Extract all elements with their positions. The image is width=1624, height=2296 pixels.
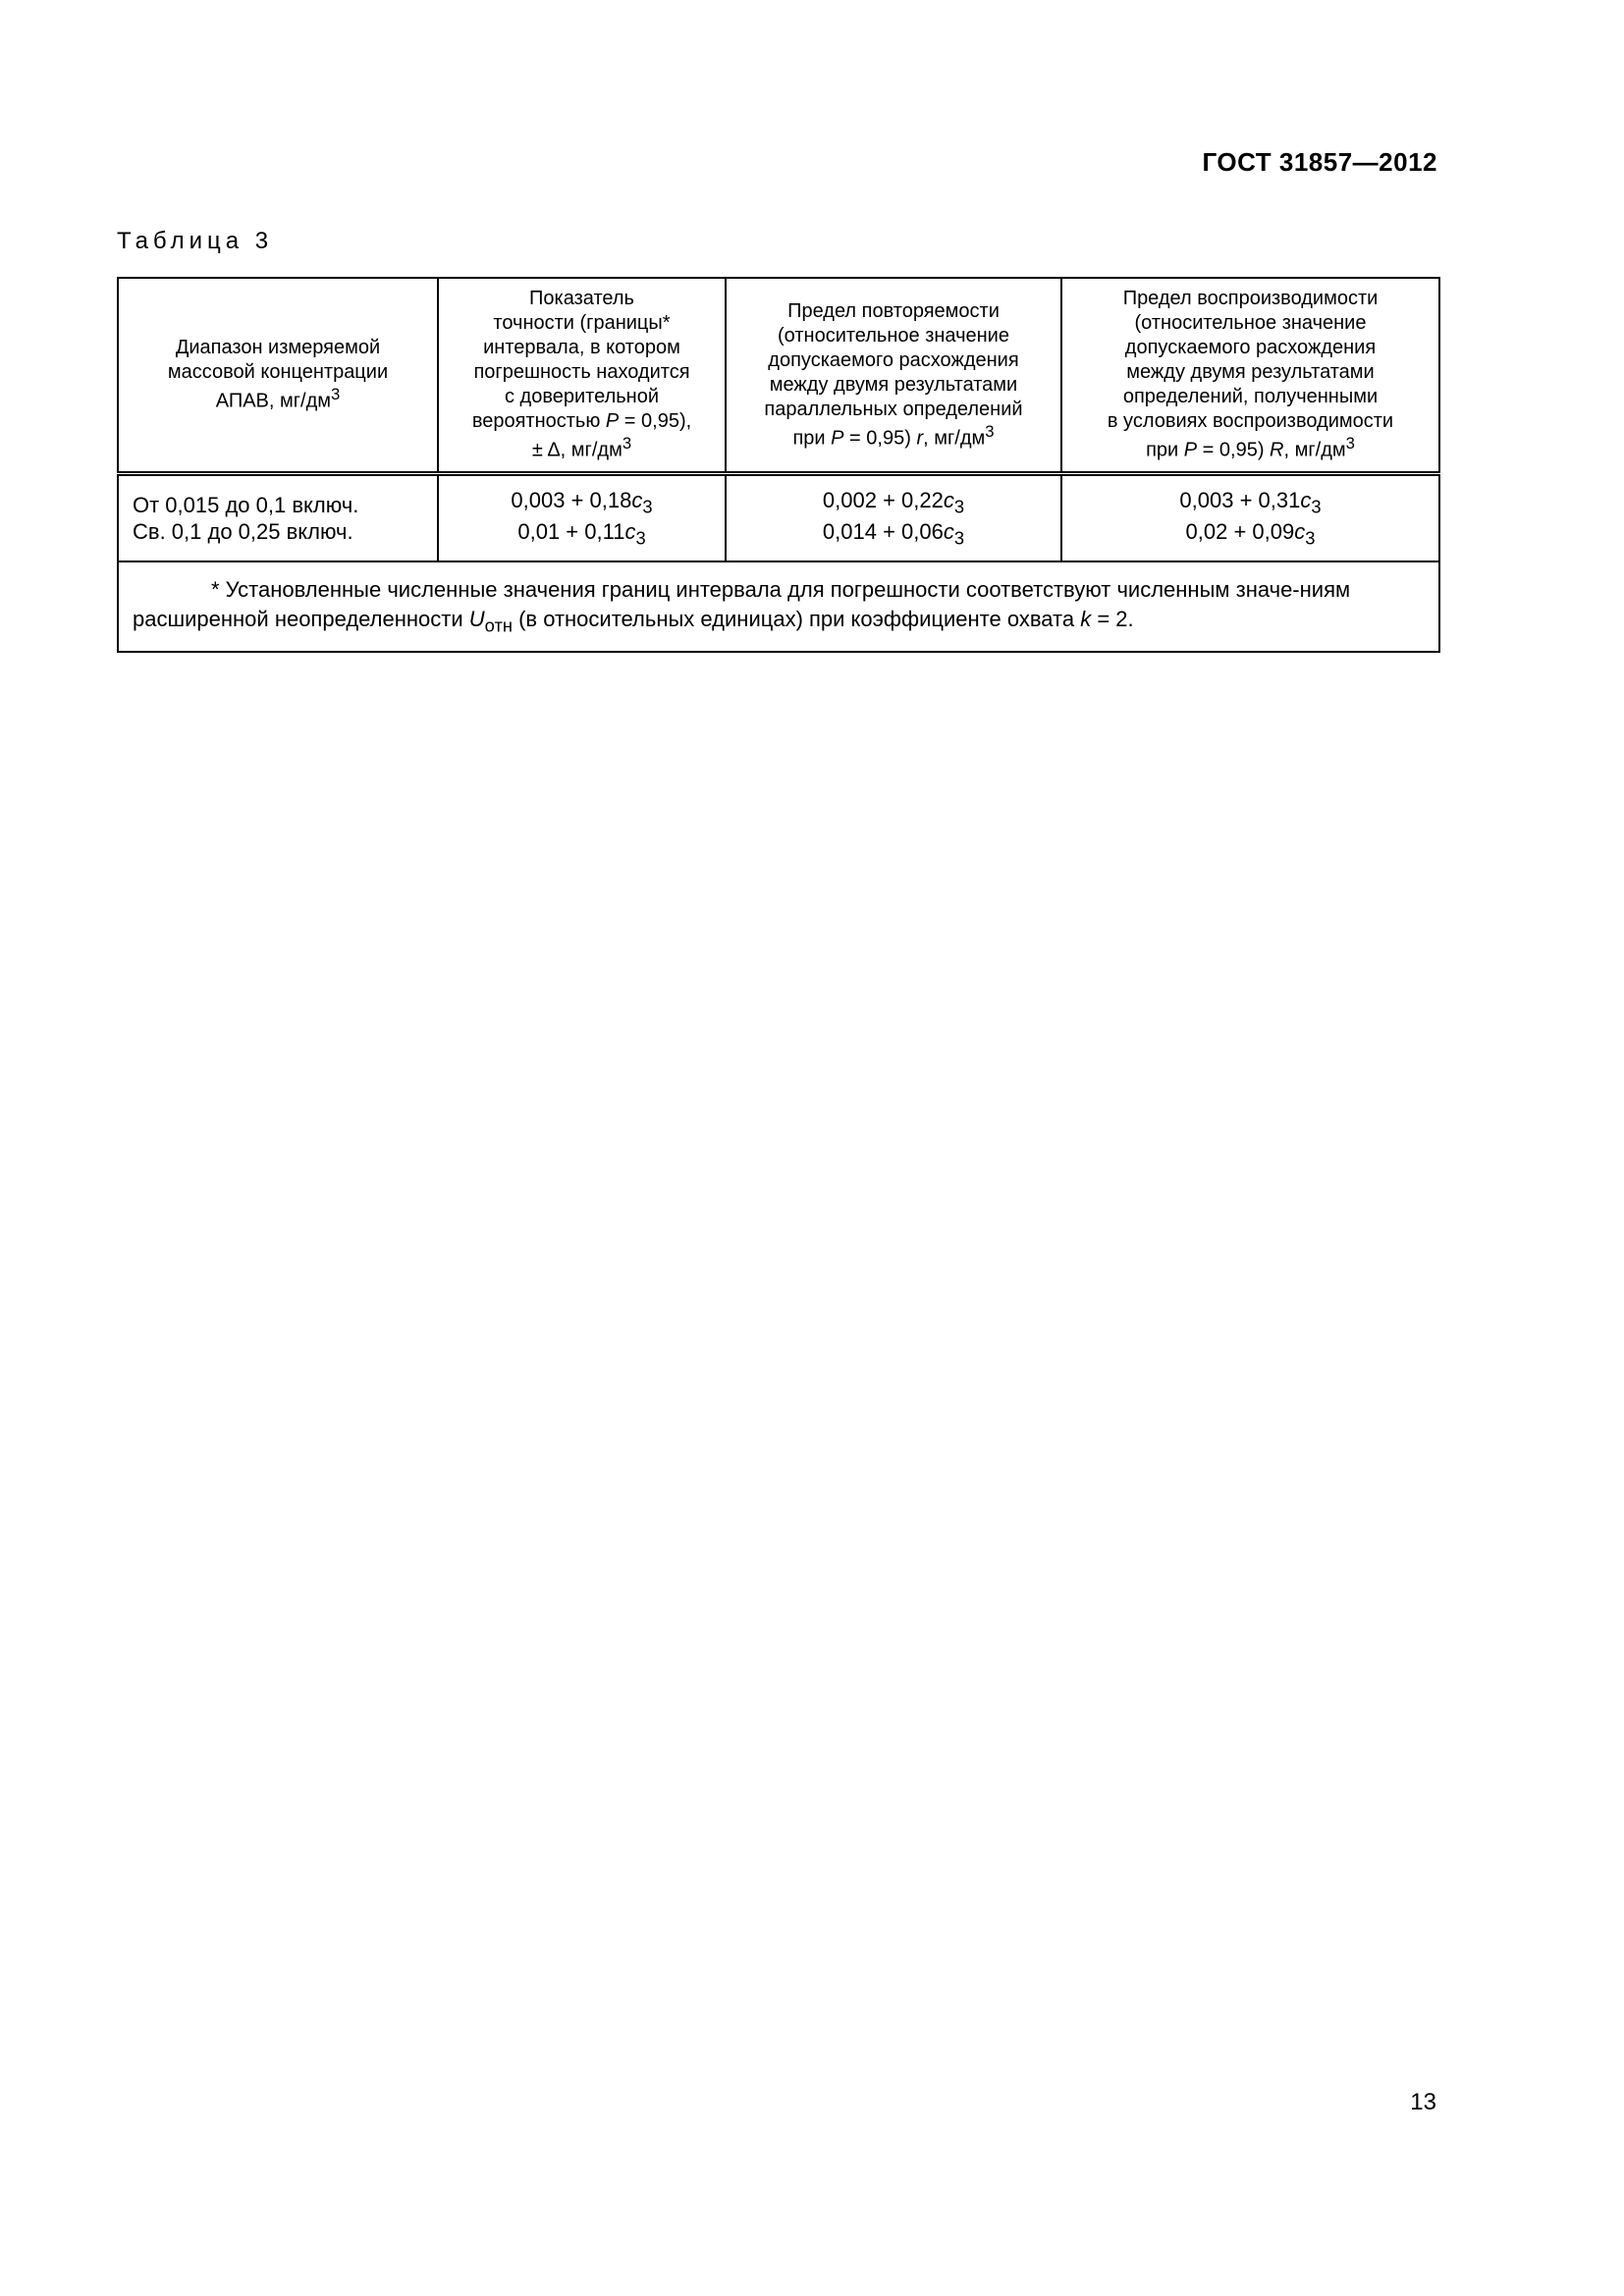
table-footnote: * Установленные численные значения границ интервала для погрешности соответствуют численным значе-ниям расширенной неопределенности $U_{отн}$ (в относительных единицах) при коэффициенте охвата k = 2. <box>118 561 1439 652</box>
footnote-row <box>118 561 1439 652</box>
cell-range: От 0,015 до 0,1 включ. Св. 0,1 до 0,25 включ. <box>118 474 438 562</box>
cell-reproducibility: $0,003 + 0,31c_3$ $0,02 + 0,09c_3$ <box>1061 474 1439 562</box>
header-repeatability: Предел повторяемости (относительное значение допускаемого расхождения между двумя результатами параллельных определений при P = 0,95) r, $мг/дм^3$ <box>726 278 1061 474</box>
table-caption: Таблица 3 <box>117 228 274 254</box>
values-row <box>118 474 1439 562</box>
page-number: 13 <box>1410 2089 1436 2115</box>
header-accuracy: Показатель точности (границы* интервала, в котором погрешность находится с доверительной вероятностью P = 0,95), ± Δ, $мг/дм^3$ <box>438 278 726 474</box>
document-header: ГОСТ 31857—2012 <box>1202 147 1437 177</box>
header-reproducibility: Предел воспроизводимости (относительное значение допускаемого расхождения между двумя результатами определений, полученными в условиях воспроизводимости при P = 0,95) R, $мг/дм^3$ <box>1061 278 1439 474</box>
data-table <box>117 277 1440 653</box>
header-row <box>118 278 1439 474</box>
cell-repeatability: $0,002 + 0,22c_3$ $0,014 + 0,06c_3$ <box>726 474 1061 562</box>
header-range: Диапазон измеряемой массовой концентрации АПАВ, $мг/дм^3$ <box>118 278 438 474</box>
cell-accuracy: $0,003 + 0,18c_3$ $0,01 + 0,11c_3$ <box>438 474 726 562</box>
